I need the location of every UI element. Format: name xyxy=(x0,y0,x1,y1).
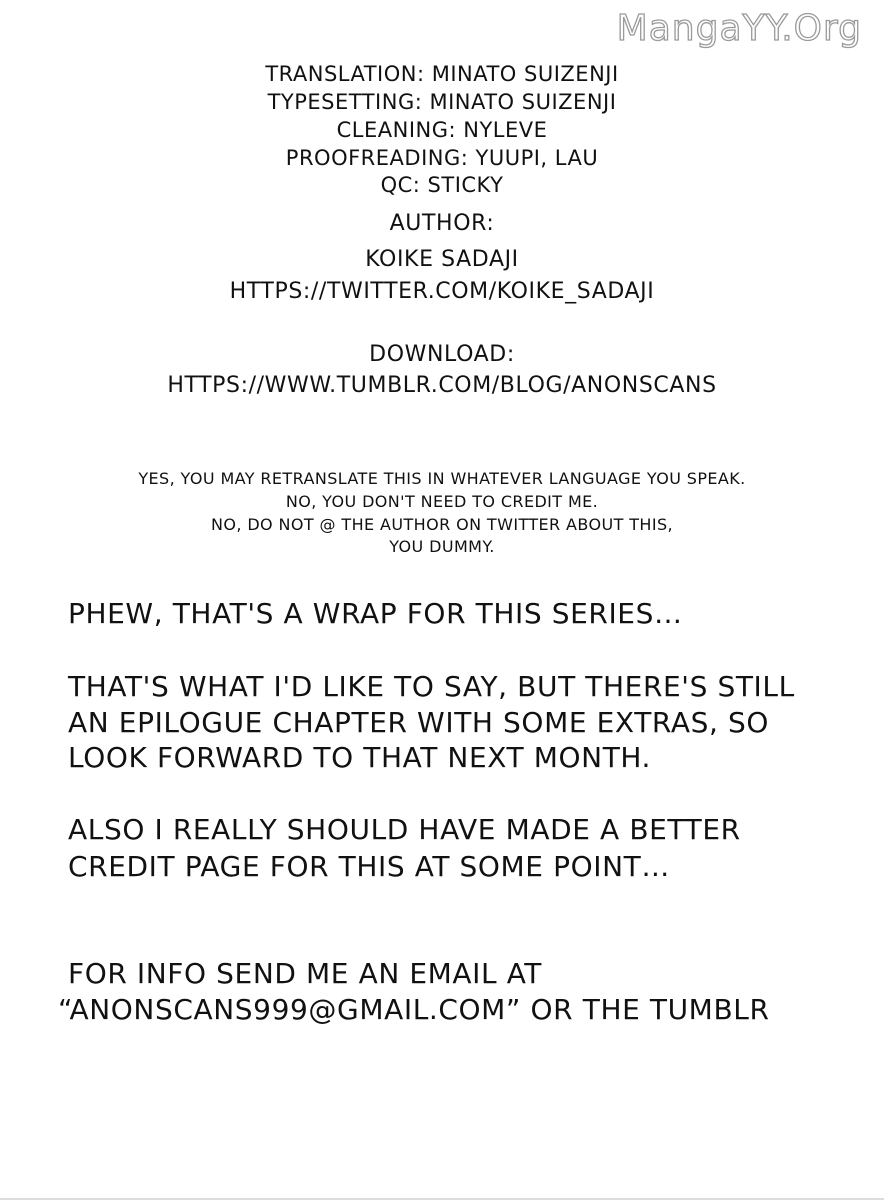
watermark: MangaYY.Org xyxy=(616,8,862,49)
author-twitter-link[interactable]: HTTPS://TWITTER.COM/KOIKE_SADAJI xyxy=(229,279,655,304)
message-line: AN EPILOGUE CHAPTER WITH SOME EXTRAS, SO xyxy=(68,706,769,739)
download-heading: DOWNLOAD: xyxy=(369,342,515,367)
contact-email-line: “ANONSCANS999@GMAIL.COM” OR THE TUMBLR xyxy=(58,993,770,1026)
author-name: KOIKE SADAJI xyxy=(365,247,519,272)
credit-cleaning: CLEANING: NYLEVE xyxy=(336,118,548,142)
message-line: LOOK FORWARD TO THAT NEXT MONTH. xyxy=(68,741,652,774)
author-heading: AUTHOR: xyxy=(389,211,495,236)
message-line: PHEW, THAT'S A WRAP FOR THIS SERIES… xyxy=(68,597,683,630)
message-line: CREDIT PAGE FOR THIS AT SOME POINT… xyxy=(68,850,670,883)
credit-translation: TRANSLATION: MINATO SUIZENJI xyxy=(265,62,619,86)
message-line: FOR INFO SEND ME AN EMAIL AT xyxy=(68,957,543,990)
message-line: ALSO I REALLY SHOULD HAVE MADE A BETTER xyxy=(68,813,741,846)
download-link[interactable]: HTTPS://WWW.TUMBLR.COM/BLOG/ANONSCANS xyxy=(167,373,717,398)
message-line: THAT'S WHAT I'D LIKE TO SAY, BUT THERE'S STILL xyxy=(68,670,795,703)
note-line: NO, DO NOT @ THE AUTHOR ON TWITTER ABOUT THIS, xyxy=(210,515,673,534)
note-line: YES, YOU MAY RETRANSLATE THIS IN WHATEVER LANGUAGE YOU SPEAK. xyxy=(138,469,746,488)
note-line: YOU DUMMY. xyxy=(389,537,495,556)
credit-proofreading: PROOFREADING: YUUPI, LAU xyxy=(285,146,599,170)
credit-qc: QC: STICKY xyxy=(380,173,504,197)
credit-typesetting: TYPESETTING: MINATO SUIZENJI xyxy=(267,90,617,114)
note-line: NO, YOU DON'T NEED TO CREDIT ME. xyxy=(285,492,599,511)
